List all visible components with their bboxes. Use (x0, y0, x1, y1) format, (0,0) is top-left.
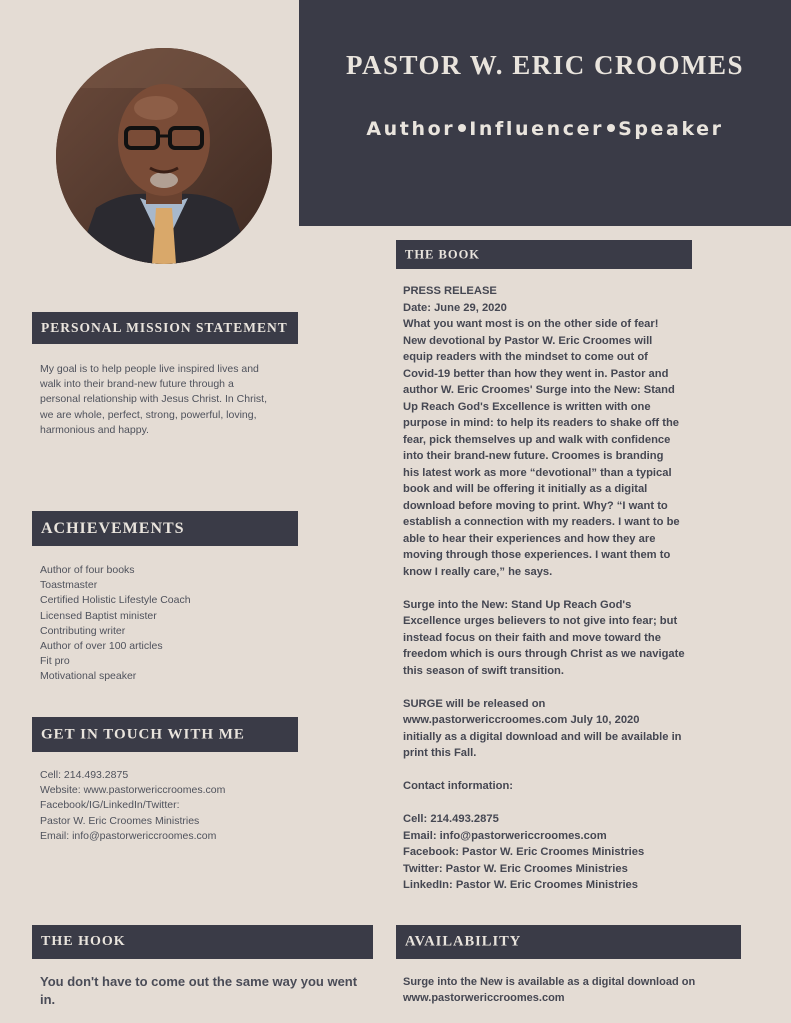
book-line: instead focus on their faith and move toward the (403, 631, 661, 644)
book-line: able to hear their experiences and how they are (403, 532, 656, 545)
book-line: initially as a digital download and will be available in (403, 730, 682, 743)
mission-line: personal relationship with Jesus Christ. In Christ, (40, 393, 268, 406)
book-line: freedom which is ours through Christ as we navigate (403, 648, 685, 660)
mission-heading (32, 312, 298, 344)
hook-text (40, 973, 370, 1009)
list-item: Author of over 100 articles (40, 640, 163, 653)
book-line: his latest work as more “devotional” than a typical (403, 466, 672, 479)
achievements-heading-label: ACHIEVEMENTS (41, 519, 185, 537)
availability-heading (396, 925, 741, 959)
tagline (299, 118, 791, 140)
paragraph-gap (403, 679, 693, 696)
book-line: Covid-19 better than how they went in. Pastor and (403, 367, 669, 380)
contact-website: Website: www.pastorwericcroomes.com (40, 784, 226, 797)
availability-line: www.pastorwericcroomes.com (403, 991, 565, 1004)
contact-social-name: Pastor W. Eric Croomes Ministries (40, 814, 200, 827)
mission-heading-label: PERSONAL MISSION STATEMENT (41, 320, 288, 335)
contact-heading-label: GET IN TOUCH WITH ME (41, 726, 245, 742)
book-line: Contact information: (403, 780, 514, 792)
book-line: Cell: 214.493.2875 (403, 813, 499, 825)
book-line: equip readers with the mindset to come out of (403, 351, 648, 363)
book-line: purpose in mind: to help its readers to shake off the (403, 417, 679, 429)
list-item: Author of four books (40, 564, 135, 576)
book-line: Up Reach God's Excellence is written with one (403, 400, 651, 413)
avatar (56, 48, 272, 264)
book-line: SURGE will be released on (403, 697, 546, 710)
list-item: Contributing writer (40, 624, 126, 637)
book-line: www.pastorwericcroomes.com July 10, 2020 (403, 714, 640, 726)
book-line: Excellence urges believers to not give into fear; but (403, 615, 678, 627)
list-item: Fit pro (40, 655, 70, 668)
contact-social-label: Facebook/IG/LinkedIn/Twitter: (40, 799, 180, 812)
book-line: Surge into the New: Stand Up Reach God's (403, 598, 632, 611)
book-line: this season of swift transition. (403, 664, 564, 677)
book-heading-label: THE BOOK (405, 247, 481, 261)
hook-line: You don't have to come out the same way you went (40, 974, 358, 989)
mission-line: harmonious and happy. (40, 423, 149, 436)
book-line: book and will be offering it initially as a digital (403, 483, 648, 495)
paragraph-gap (403, 762, 693, 779)
mission-line: My goal is to help people live inspired lives and (40, 363, 259, 375)
contact-details (40, 768, 225, 844)
book-line: LinkedIn: Pastor W. Eric Croomes Ministries (403, 879, 638, 891)
book-heading (396, 240, 692, 269)
achievements-heading (32, 511, 298, 546)
book-line: Email: info@pastorwericcroomes.com (403, 829, 607, 842)
book-line: Date: June 29, 2020 (403, 301, 507, 314)
book-line: PRESS RELEASE (403, 285, 497, 297)
tagline-author: Author (366, 118, 456, 140)
hook-heading-label: THE HOOK (41, 934, 126, 949)
mission-line: we are whole, perfect, strong, powerful, loving, (40, 408, 257, 421)
book-line: Twitter: Pastor W. Eric Croomes Ministries (403, 862, 628, 875)
book-line: What you want most is on the other side of fear! (403, 318, 659, 330)
availability-line: Surge into the New is available as a digital download on (403, 976, 696, 988)
list-item: Motivational speaker (40, 670, 137, 683)
mission-line: walk into their brand-new future through a (40, 378, 234, 391)
book-line: Facebook: Pastor W. Eric Croomes Ministries (403, 846, 645, 858)
hook-line: in. (40, 992, 56, 1007)
book-line: author W. Eric Croomes' Surge into the New: Stand (403, 384, 675, 396)
bullet-icon (458, 124, 466, 132)
book-line: know I really care,” he says. (403, 565, 553, 578)
book-line: download before moving to print. Why? “I want to (403, 499, 668, 512)
list-item: Licensed Baptist minister (40, 609, 157, 622)
hook-heading (32, 925, 373, 959)
availability-text (403, 975, 733, 1006)
book-line: into their brand-new future. Croomes is branding (403, 450, 664, 462)
availability-heading-label: AVAILABILITY (405, 933, 522, 950)
header-banner (299, 0, 791, 226)
book-press-release (403, 283, 693, 894)
list-item: Toastmaster (40, 579, 98, 592)
list-item: Certified Holistic Lifestyle Coach (40, 594, 191, 607)
book-line: moving through those experiences. I want them to (403, 549, 671, 561)
page-title: PASTOR W. ERIC CROOMES (345, 50, 745, 80)
tagline-speaker: Speaker (618, 118, 724, 140)
tagline-influencer: Influencer (469, 118, 605, 140)
contact-email: Email: info@pastorwericcroomes.com (40, 829, 217, 842)
book-line: print this Fall. (403, 747, 477, 759)
bullet-icon (607, 124, 615, 132)
contact-cell: Cell: 214.493.2875 (40, 769, 129, 781)
achievements-list (40, 563, 191, 685)
book-line: New devotional by Pastor W. Eric Croomes will (403, 334, 653, 347)
contact-heading (32, 717, 298, 752)
book-line: fear, pick themselves up and walk with confidence (403, 433, 671, 446)
portrait-image (56, 48, 272, 264)
paragraph-gap (403, 795, 693, 812)
book-line: establish a connection with my readers. I want to be (403, 516, 680, 528)
paragraph-gap (403, 580, 693, 597)
mission-text (40, 362, 267, 438)
